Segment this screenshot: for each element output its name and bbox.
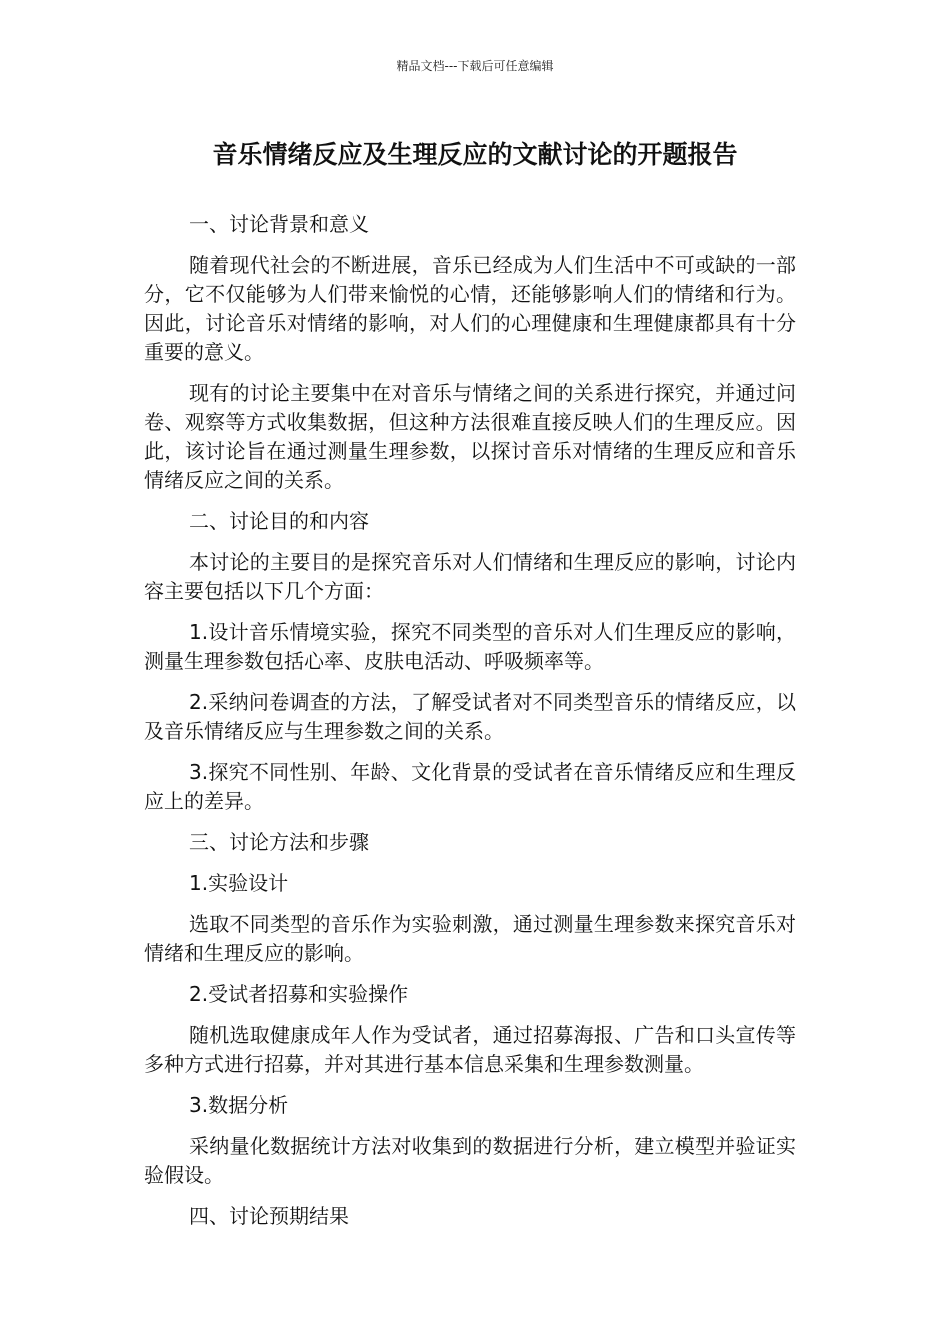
document-title: 音乐情绪反应及生理反应的文献讨论的开题报告 [212,140,738,169]
subheading-data-analysis: 3.数据分析 [189,1093,289,1117]
list-item-content-3: 3.探究不同性别、年龄、文化背景的受试者在音乐情绪反应和生理反应上的差异。 [144,760,796,813]
paragraph-recruitment: 随机选取健康成年人作为受试者，通过招募海报、广告和口头宣传等多种方式进行招募，并对其进行基本信息采集和生理参数测量。 [144,1023,796,1076]
paragraph-experiment-design: 选取不同类型的音乐作为实验刺激，通过测量生理参数来探究音乐对情绪和生理反应的影响。 [144,912,796,965]
page-header: 精品文档---下载后可任意编辑 [396,59,554,73]
subheading-recruitment: 2.受试者招募和实验操作 [189,982,409,1006]
section-heading-4: 四、讨论预期结果 [189,1204,349,1228]
paragraph-data-analysis: 采纳量化数据统计方法对收集到的数据进行分析，建立模型并验证实验假设。 [144,1134,796,1187]
list-item-content-1: 1.设计音乐情境实验，探究不同类型的音乐对人们生理反应的影响，测量生理参数包括心率、皮肤电活动、呼吸频率等。 [144,620,796,673]
list-item-content-2: 2.采纳问卷调查的方法，了解受试者对不同类型音乐的情绪反应，以及音乐情绪反应与生理参数之间的关系。 [144,690,796,743]
section-heading-3: 三、讨论方法和步骤 [189,830,369,854]
document-body [144,210,796,1243]
section-heading-1: 一、讨论背景和意义 [189,212,369,236]
paragraph-background-2: 现有的讨论主要集中在对音乐与情绪之间的关系进行探究，并通过问卷、观察等方式收集数据，但这种方法很难直接反映人们的生理反应。因此，该讨论旨在通过测量生理参数，以探讨音乐对情绪的生理反应和音乐情绪反应之间的关系。 [144,381,796,492]
section-heading-2: 二、讨论目的和内容 [189,509,369,533]
paragraph-purpose: 本讨论的主要目的是探究音乐对人们情绪和生理反应的影响，讨论内容主要包括以下几个方面： [144,550,796,603]
subheading-experiment-design: 1.实验设计 [189,871,289,895]
paragraph-background-1: 随着现代社会的不断进展，音乐已经成为人们生活中不可或缺的一部分，它不仅能够为人们带来愉悦的心情，还能够影响人们的情绪和行为。因此，讨论音乐对情绪的影响，对人们的心理健康和生理健康都具有十分重要的意义。 [144,253,796,364]
